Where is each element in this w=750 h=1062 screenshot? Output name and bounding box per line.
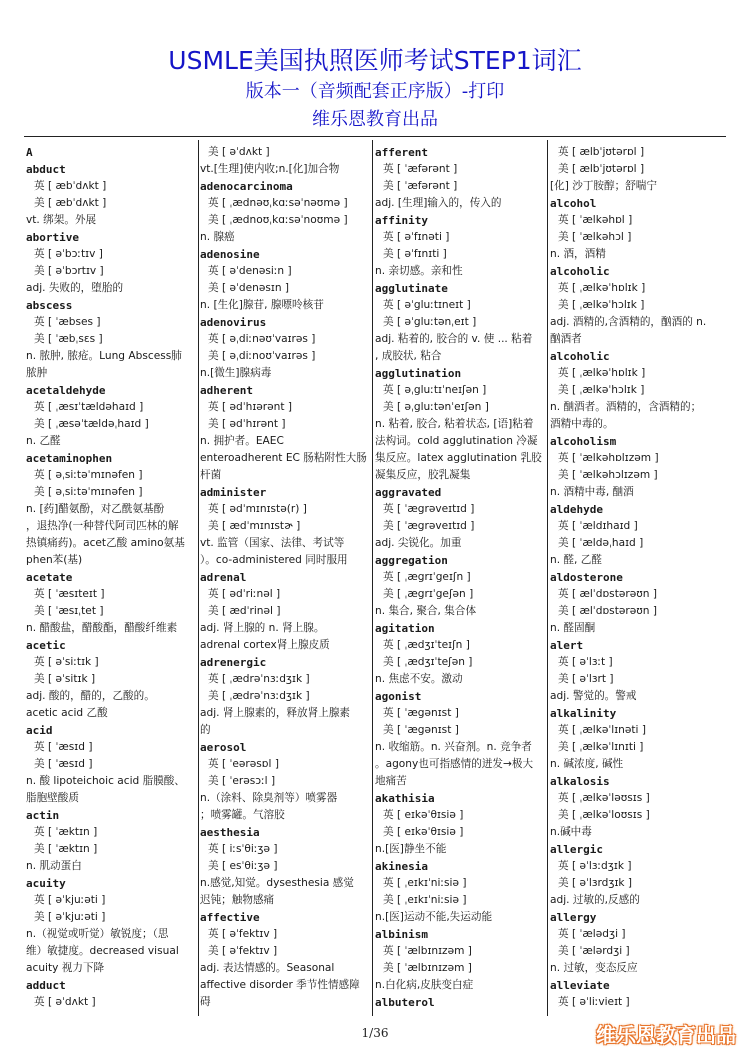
pronunciation: 英 [ ˈægənɪst ] bbox=[383, 707, 459, 719]
pronunciation: 英 [ ˈælədʒi ] bbox=[558, 928, 626, 940]
headword: alert bbox=[550, 639, 584, 652]
definition: adj. 粘着的, 胶合的 v. 使 ... 粘着 bbox=[375, 333, 533, 345]
headword: akinesia bbox=[375, 860, 428, 873]
pronunciation: 美 [ ˌælkəˈhɔlɪk ] bbox=[558, 384, 645, 396]
definition: affective disorder 季节性情感障 bbox=[200, 979, 360, 991]
pronunciation: 美 [ əˈbɔrtɪv ] bbox=[34, 265, 104, 277]
definition: n. 过敏，变态反应 bbox=[550, 962, 638, 974]
definition: n. 脓肿, 脓疮。Lung Abscess肺 bbox=[26, 350, 182, 362]
pronunciation: 英 [ ˈælbɪnɪzəm ] bbox=[383, 945, 472, 957]
headword: A bbox=[26, 146, 33, 159]
pronunciation: 美 [ ˌeɪkɪˈniːsiə ] bbox=[383, 894, 467, 906]
definition: n.（视觉或听觉）敏锐度；（思 bbox=[26, 928, 169, 940]
pronunciation: 英 [ əˈgluːtɪneɪt ] bbox=[383, 299, 471, 311]
pronunciation: 美 [ ˌæsəˈtældəˌhaɪd ] bbox=[34, 418, 149, 430]
pronunciation: 美 [ ˈæbˌsɛs ] bbox=[34, 333, 103, 345]
definition: n. 亲切感。亲和性 bbox=[375, 265, 463, 277]
definition: vt. 监管（国家、法律、考试等 bbox=[200, 537, 345, 549]
headword: adenosine bbox=[200, 248, 260, 261]
pronunciation: 美 [ əˈfektɪv ] bbox=[208, 945, 278, 957]
headword: alcoholic bbox=[550, 265, 610, 278]
pronunciation: 美 [ əˈdenəsɪn ] bbox=[208, 282, 290, 294]
pronunciation: 英 [ eɪkəˈθɪsiə ] bbox=[383, 809, 464, 821]
pronunciation: 美 [ ˌædnoʊˌkɑːsəˈnoʊmə ] bbox=[208, 214, 348, 226]
pronunciation: 英 [ ˈælkəhɒlɪzəm ] bbox=[558, 452, 659, 464]
pronunciation: 英 [ æbˈdʌkt ] bbox=[34, 180, 107, 192]
definition: n. 酒，酒精 bbox=[550, 248, 606, 260]
pronunciation: 美 [ ˈæsɪˌtet ] bbox=[34, 605, 104, 617]
pronunciation: 英 [ ˌædʒɪˈteɪʃn ] bbox=[383, 639, 470, 651]
pronunciation: 美 [ æbˈdʌkt ] bbox=[34, 197, 107, 209]
definition: n. 醛, 乙醛 bbox=[550, 554, 602, 566]
headword: aggravated bbox=[375, 486, 442, 499]
definition: n. 碱浓度, 碱性 bbox=[550, 758, 624, 770]
definition: ；喷雾罐。气溶胶 bbox=[200, 809, 285, 821]
pronunciation: 英 [ ˈældɪhaɪd ] bbox=[558, 520, 638, 532]
definition: n.感觉,知觉。dysesthesia 感觉 bbox=[200, 877, 354, 889]
headword: abduct bbox=[26, 163, 66, 176]
pronunciation: 美 [ əˈkjuːəti ] bbox=[34, 911, 106, 923]
pronunciation: 美 [ əˈdʌkt ] bbox=[208, 146, 270, 158]
definition: acuity 视力下降 bbox=[26, 962, 105, 974]
definition: n. 收缩筋。n. 兴奋剂。n. 竞争者 bbox=[375, 741, 532, 753]
pronunciation: 英 [ ədˈriːnəl ] bbox=[208, 588, 281, 600]
headword: abortive bbox=[26, 231, 79, 244]
headword: aldehyde bbox=[550, 503, 603, 516]
pronunciation: 美 [ ˈæktɪn ] bbox=[34, 843, 98, 855]
pronunciation: 英 [ ˌægrɪˈgeɪʃn ] bbox=[383, 571, 471, 583]
pronunciation: 美 [ ˈældəˌhaɪd ] bbox=[558, 537, 644, 549]
pronunciation: 英 [ ˌælkəˈləʊsɪs ] bbox=[558, 792, 650, 804]
definition: adj. 表达情感的。Seasonal bbox=[200, 962, 335, 974]
pronunciation: 英 [ ˌæsɪˈtældəhaɪd ] bbox=[34, 401, 144, 413]
headword: aggregation bbox=[375, 554, 448, 567]
headword: allergic bbox=[550, 843, 603, 856]
pronunciation: 英 [ ədˈmɪnɪstə(r) ] bbox=[208, 503, 307, 515]
headword: alcoholic bbox=[550, 350, 610, 363]
pronunciation: 美 [ ˈælkəhɔlɪzəm ] bbox=[558, 469, 658, 481]
definition: n.[微生]腺病毒 bbox=[200, 367, 272, 379]
definition: 热镇痛药)。acet乙酸 amino氨基 bbox=[26, 537, 185, 549]
pronunciation: 美 [ ˈæfərənt ] bbox=[383, 180, 458, 192]
definition: enteroadherent EC 肠粘附性大肠 bbox=[200, 452, 367, 464]
definition: 。agony也可指感情的迸发→极大 bbox=[375, 758, 534, 770]
headword: agglutination bbox=[375, 367, 462, 380]
pronunciation: 英 [ ˈæsɪd ] bbox=[34, 741, 93, 753]
headword: administer bbox=[200, 486, 267, 499]
definition: n. 酗酒者。酒精的，含酒精的； bbox=[550, 401, 702, 413]
pronunciation: 英 [ əˈbɔːtɪv ] bbox=[34, 248, 103, 260]
headword: adenocarcinoma bbox=[200, 180, 293, 193]
header-rule bbox=[24, 136, 726, 137]
definition: 脂胞壁酸质 bbox=[26, 792, 79, 804]
headword: alcohol bbox=[550, 197, 597, 210]
definition: adj. 失败的，堕胎的 bbox=[26, 282, 124, 294]
definition: n.[医]运动不能,失运动能 bbox=[375, 911, 493, 923]
headword: actin bbox=[26, 809, 60, 822]
headword: agglutinate bbox=[375, 282, 448, 295]
definition: ，退热净(一种替代阿司匹林的解 bbox=[26, 520, 179, 532]
pronunciation: 美 [ ædˈrinəl ] bbox=[208, 605, 281, 617]
column-divider bbox=[198, 140, 199, 1016]
pronunciation: 英 [ əˈdʌkt ] bbox=[34, 996, 96, 1008]
definition: 酒精中毒的。 bbox=[550, 418, 614, 430]
document-title: USMLE美国执照医师考试STEP1词汇 bbox=[168, 46, 582, 75]
headword: adduct bbox=[26, 979, 66, 992]
headword: agitation bbox=[375, 622, 435, 635]
pronunciation: 英 [ ədˈhɪərənt ] bbox=[208, 401, 293, 413]
definition: adj. 酒精的,含酒精的，酗酒的 n. bbox=[550, 316, 707, 328]
definition: n. 酸 lipoteichoic acid 脂膜酸、 bbox=[26, 775, 185, 787]
pronunciation: 英 [ ˈæktɪn ] bbox=[34, 826, 98, 838]
definition: n. 酒精中毒, 酗酒 bbox=[550, 486, 634, 498]
pronunciation: 英 [ ˌælkəˈlɪnəti ] bbox=[558, 724, 646, 736]
headword: acetate bbox=[26, 571, 73, 584]
definition: 凝集反应，胶乳凝集 bbox=[375, 469, 471, 481]
pronunciation: 美 [ əˌsiːtəˈmɪnəfen ] bbox=[34, 486, 143, 498]
pronunciation: 美 [ əˈfɪnɪti ] bbox=[383, 248, 447, 260]
pronunciation: 英 [ ælˈdɒstərəʊn ] bbox=[558, 588, 657, 600]
definition: n. [生化]腺苷, 腺嘌呤核苷 bbox=[200, 299, 324, 311]
definition: n.（涂料、除臭剂等）喷雾器 bbox=[200, 792, 338, 804]
pronunciation: 英 [ əˈfektɪv ] bbox=[208, 928, 278, 940]
pronunciation: 英 [ iːsˈθiːʒə ] bbox=[208, 843, 278, 855]
definition: 集反应。latex agglutination 乳胶 bbox=[375, 452, 542, 464]
pronunciation: 英 [ əˈlɜːt ] bbox=[558, 656, 613, 668]
definition: n.碱中毒 bbox=[550, 826, 592, 838]
headword: adrenal bbox=[200, 571, 247, 584]
headword: abscess bbox=[26, 299, 73, 312]
pronunciation: 英 [ ælbˈjʊtərɒl ] bbox=[558, 146, 645, 158]
pronunciation: 美 [ ælˈdɒstərəʊn ] bbox=[558, 605, 657, 617]
pronunciation: 美 [ ˌædrəˈnɜːdʒɪk ] bbox=[208, 690, 310, 702]
vocab-column-1 bbox=[26, 144, 192, 1014]
headword: adherent bbox=[200, 384, 253, 397]
pronunciation: 美 [ ædˈmɪnɪstɚ ] bbox=[208, 520, 301, 532]
definition: , 成胶状, 粘合 bbox=[375, 350, 442, 362]
headword: adenovirus bbox=[200, 316, 267, 329]
pronunciation: 英 [ əˈlɜːdʒɪk ] bbox=[558, 860, 632, 872]
pronunciation: 英 [ əˌsiːtəˈmɪnəfen ] bbox=[34, 469, 143, 481]
definition: acetic acid 乙酸 bbox=[26, 707, 108, 719]
pronunciation: 英 [ əˈliːvieɪt ] bbox=[558, 996, 630, 1008]
definition: n.白化病,皮肤变白症 bbox=[375, 979, 474, 991]
definition: n. 焦虑不安。激动 bbox=[375, 673, 463, 685]
headword: aldosterone bbox=[550, 571, 623, 584]
pronunciation: 美 [ ˈægənɪst ] bbox=[383, 724, 459, 736]
pronunciation: 英 [ əˈdenəsiːn ] bbox=[208, 265, 292, 277]
definition: adj. 肾上腺素的，释放肾上腺素 bbox=[200, 707, 351, 719]
document-subtitle: 版本一（音频配套正序版）-打印 bbox=[245, 81, 505, 102]
pronunciation: 美 [ esˈθiːʒə ] bbox=[208, 860, 278, 872]
definition: n. 肌动蛋白 bbox=[26, 860, 82, 872]
headword: affective bbox=[200, 911, 260, 924]
definition: adj. 酸的，醋的，乙酸的。 bbox=[26, 690, 155, 702]
pronunciation: 英 [ əˌgluːtɪˈneɪʃən ] bbox=[383, 384, 487, 396]
definition: [化] 沙丁胺醇；舒喘宁 bbox=[550, 180, 657, 192]
publisher-line: 维乐恩教育出品 bbox=[312, 109, 438, 130]
headword: alkalosis bbox=[550, 775, 610, 788]
headword: acuity bbox=[26, 877, 66, 890]
vocab-column-3 bbox=[375, 144, 545, 1014]
headword: acid bbox=[26, 724, 53, 737]
definition: 碍 bbox=[200, 996, 211, 1008]
definition: adj. 肾上腺的 n. 肾上腺。 bbox=[200, 622, 325, 634]
pronunciation: 美 [ eɪkəˈθɪsiə ] bbox=[383, 826, 464, 838]
headword: alkalinity bbox=[550, 707, 617, 720]
definition: n. [药]醋氨酚，对乙酰氨基酚 bbox=[26, 503, 165, 515]
definition: 的 bbox=[200, 724, 211, 736]
definition: phen苯(基) bbox=[26, 554, 83, 566]
definition: 杆菌 bbox=[200, 469, 222, 481]
pronunciation: 英 [ ˌædrəˈnɜːdʒɪk ] bbox=[208, 673, 310, 685]
pronunciation: 英 [ ˈægrəveɪtɪd ] bbox=[383, 503, 475, 515]
pronunciation: 美 [ ˌælkəˈloʊsɪs ] bbox=[558, 809, 650, 821]
pronunciation: 美 [ ˌægrɪˈgeʃən ] bbox=[383, 588, 474, 600]
definition: vt.[生理]使内收;n.[化]加合物 bbox=[200, 163, 340, 175]
pronunciation: 美 [ ˈælərdʒi ] bbox=[558, 945, 630, 957]
definition: n. 醛固酮 bbox=[550, 622, 596, 634]
pronunciation: 美 [ ˈælkəhɔl ] bbox=[558, 231, 632, 243]
definition: 地痛苦 bbox=[375, 775, 407, 787]
pronunciation: 美 [ ˈerəsɔːl ] bbox=[208, 775, 276, 787]
vocab-column-4 bbox=[550, 144, 726, 1014]
pronunciation: 英 [ əˌdiːnəʊˈvaɪrəs ] bbox=[208, 333, 316, 345]
pronunciation: 美 [ ˌælkəˈlɪnɪti ] bbox=[558, 741, 644, 753]
definition: 维）敏捷度。decreased visual bbox=[26, 945, 179, 957]
pronunciation: 英 [ ˌælkəˈhɒlɪk ] bbox=[558, 367, 646, 379]
headword: alleviate bbox=[550, 979, 610, 992]
pronunciation: 美 [ ˈæsɪd ] bbox=[34, 758, 93, 770]
pronunciation: 美 [ ˈælbɪnɪzəm ] bbox=[383, 962, 472, 974]
headword: aerosol bbox=[200, 741, 247, 754]
definition: ）。co-administered 同时服用 bbox=[200, 554, 348, 566]
pronunciation: 美 [ əˌdiːnoʊˈvaɪrəs ] bbox=[208, 350, 316, 362]
definition: adrenal cortex肾上腺皮质 bbox=[200, 639, 330, 651]
watermark-logo: 维乐恩教育出品 bbox=[596, 1023, 736, 1047]
pronunciation: 美 [ əˈsitɪk ] bbox=[34, 673, 96, 685]
definition: 脓肿 bbox=[26, 367, 48, 379]
pronunciation: 英 [ ˈeərəsɒl ] bbox=[208, 758, 279, 770]
pronunciation: 美 [ əˈgluːtənˌeɪt ] bbox=[383, 316, 477, 328]
pronunciation: 英 [ ˌælkəˈhɒlɪk ] bbox=[558, 282, 646, 294]
headword: acetic bbox=[26, 639, 66, 652]
headword: acetaminophen bbox=[26, 452, 113, 465]
headword: albuterol bbox=[375, 996, 435, 1009]
headword: adrenergic bbox=[200, 656, 267, 669]
pronunciation: 英 [ ˈælkəhɒl ] bbox=[558, 214, 633, 226]
definition: adj. [生理]输入的，传入的 bbox=[375, 197, 502, 209]
definition: n. 乙醛 bbox=[26, 435, 61, 447]
pronunciation: 美 [ əˈlɜrdʒɪk ] bbox=[558, 877, 633, 889]
definition: adj. 警觉的。警戒 bbox=[550, 690, 637, 702]
headword: alcoholism bbox=[550, 435, 617, 448]
definition: n. 拥护者。EAEC bbox=[200, 435, 284, 447]
column-divider bbox=[372, 140, 373, 1016]
page-number: 1/36 bbox=[361, 1026, 389, 1040]
headword: albinism bbox=[375, 928, 428, 941]
vocab-column-2 bbox=[200, 144, 368, 1014]
headword: afferent bbox=[375, 146, 428, 159]
pronunciation: 英 [ ˌeɪkɪˈniːsiə ] bbox=[383, 877, 467, 889]
pronunciation: 美 [ əˈlɜrt ] bbox=[558, 673, 614, 685]
pronunciation: 英 [ ˈæsɪteɪt ] bbox=[34, 588, 105, 600]
definition: n. 粘着, 胶合, 粘着状态, [语]粘着 bbox=[375, 418, 534, 430]
definition: adj. 尖锐化。加重 bbox=[375, 537, 462, 549]
pronunciation: 美 [ ədˈhɪrənt ] bbox=[208, 418, 286, 430]
definition: n.[医]静坐不能 bbox=[375, 843, 447, 855]
definition: n. 醋酸盐，醋酸酯，醋酸纤维素 bbox=[26, 622, 178, 634]
headword: agonist bbox=[375, 690, 422, 703]
headword: aesthesia bbox=[200, 826, 260, 839]
pronunciation: 美 [ ælbˈjʊtərɒl ] bbox=[558, 163, 645, 175]
pronunciation: 美 [ əˌgluːtənˈeɪʃən ] bbox=[383, 401, 489, 413]
definition: 法构词。cold agglutination 冷凝 bbox=[375, 435, 538, 447]
headword: affinity bbox=[375, 214, 428, 227]
definition: adj. 过敏的,反感的 bbox=[550, 894, 640, 906]
headword: acetaldehyde bbox=[26, 384, 106, 397]
pronunciation: 英 [ ˌædnəʊˌkɑːsəˈnəʊmə ] bbox=[208, 197, 348, 209]
pronunciation: 英 [ ˈæbses ] bbox=[34, 316, 101, 328]
pronunciation: 英 [ əˈsiːtɪk ] bbox=[34, 656, 99, 668]
pronunciation: 英 [ əˈkjuːəti ] bbox=[34, 894, 106, 906]
pronunciation: 英 [ əˈfɪnəti ] bbox=[383, 231, 450, 243]
definition: n. 集合, 聚合, 集合体 bbox=[375, 605, 477, 617]
headword: allergy bbox=[550, 911, 597, 924]
column-divider bbox=[547, 140, 548, 1016]
definition: vt. 绑架。外展 bbox=[26, 214, 97, 226]
headword: akathisia bbox=[375, 792, 435, 805]
definition: n. 腺癌 bbox=[200, 231, 235, 243]
pronunciation: 英 [ ˈæfərənt ] bbox=[383, 163, 458, 175]
definition: 酗酒者 bbox=[550, 333, 582, 345]
pronunciation: 美 [ ˈægrəveɪtɪd ] bbox=[383, 520, 475, 532]
pronunciation: 美 [ ˌædʒɪˈteʃən ] bbox=[383, 656, 473, 668]
pronunciation: 美 [ ˌælkəˈhɔlɪk ] bbox=[558, 299, 645, 311]
definition: 迟钝；触物感痛 bbox=[200, 894, 275, 906]
